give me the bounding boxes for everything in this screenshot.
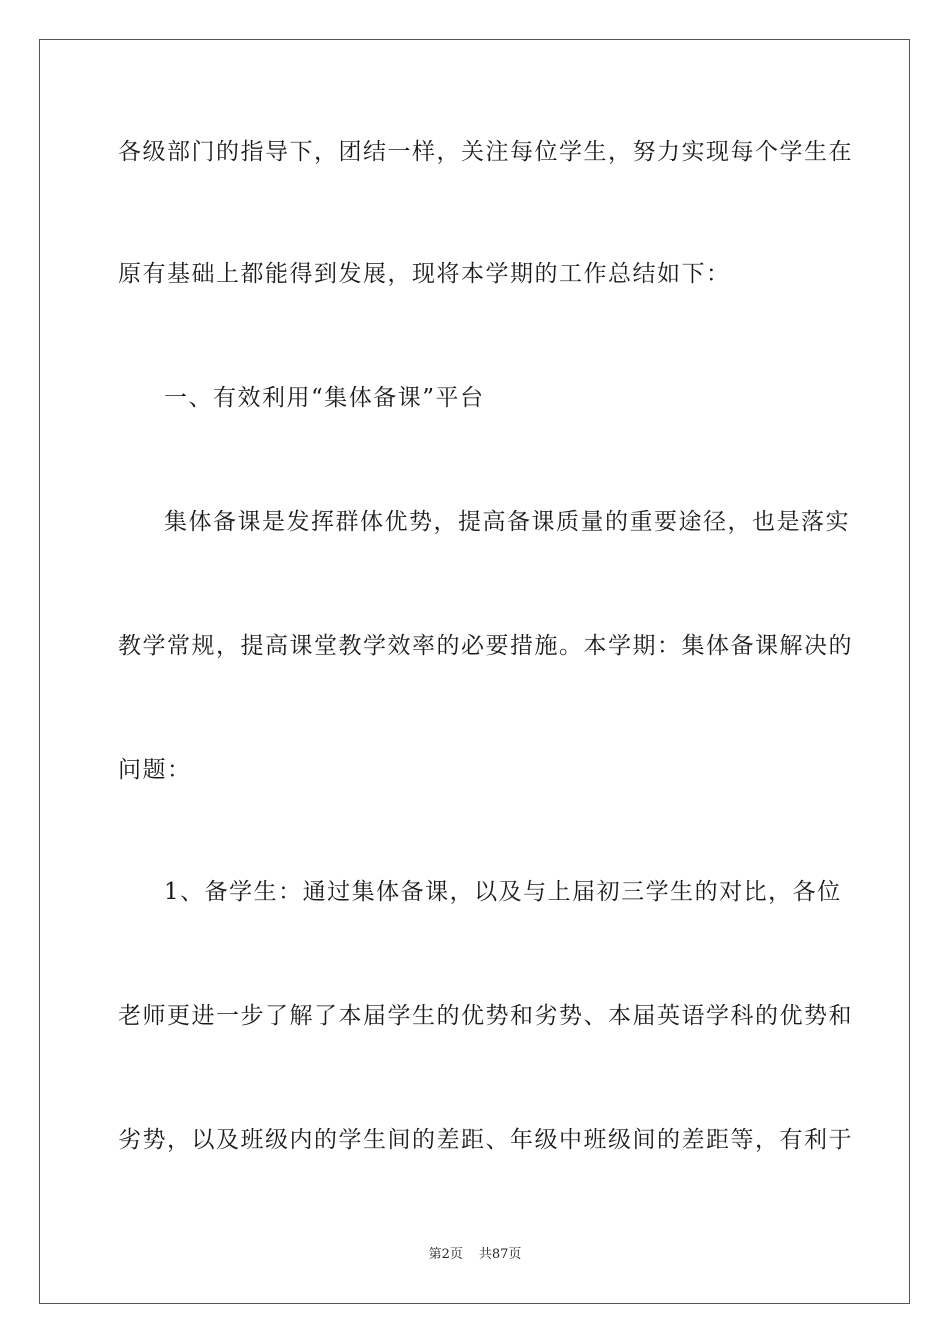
total-pages: 共87页: [478, 1247, 522, 1262]
paragraph-line-4: 教学常规，提高课堂教学效率的必要措施。本学期：集体备课解决的: [118, 633, 853, 659]
paragraph-line-3: 集体备课是发挥群体优势，提高备课质量的重要途径，也是落实: [164, 509, 850, 535]
paragraph-line-8: 劣势，以及班级内的学生间的差距、年级中班级间的差距等，有利于: [118, 1127, 853, 1153]
paragraph-line-5: 问题：: [118, 757, 192, 783]
section-heading: 一、有效利用“集体备课”平台: [164, 385, 485, 411]
paragraph-line-1: 各级部门的指导下，团结一样，关注每位学生，努力实现每个学生在: [118, 139, 853, 165]
paragraph-line-7: 老师更进一步了解了本届学生的优势和劣势、本届英语学科的优势和: [118, 1003, 853, 1029]
paragraph-line-6: 1、备学生：通过集体备课，以及与上届初三学生的对比，各位: [164, 879, 842, 905]
page-border: [39, 39, 910, 1304]
page-number: 第2页: [428, 1247, 463, 1262]
page-footer: [0, 1246, 950, 1264]
paragraph-line-2: 原有基础上都能得到发展，现将本学期的工作总结如下：: [118, 261, 731, 287]
